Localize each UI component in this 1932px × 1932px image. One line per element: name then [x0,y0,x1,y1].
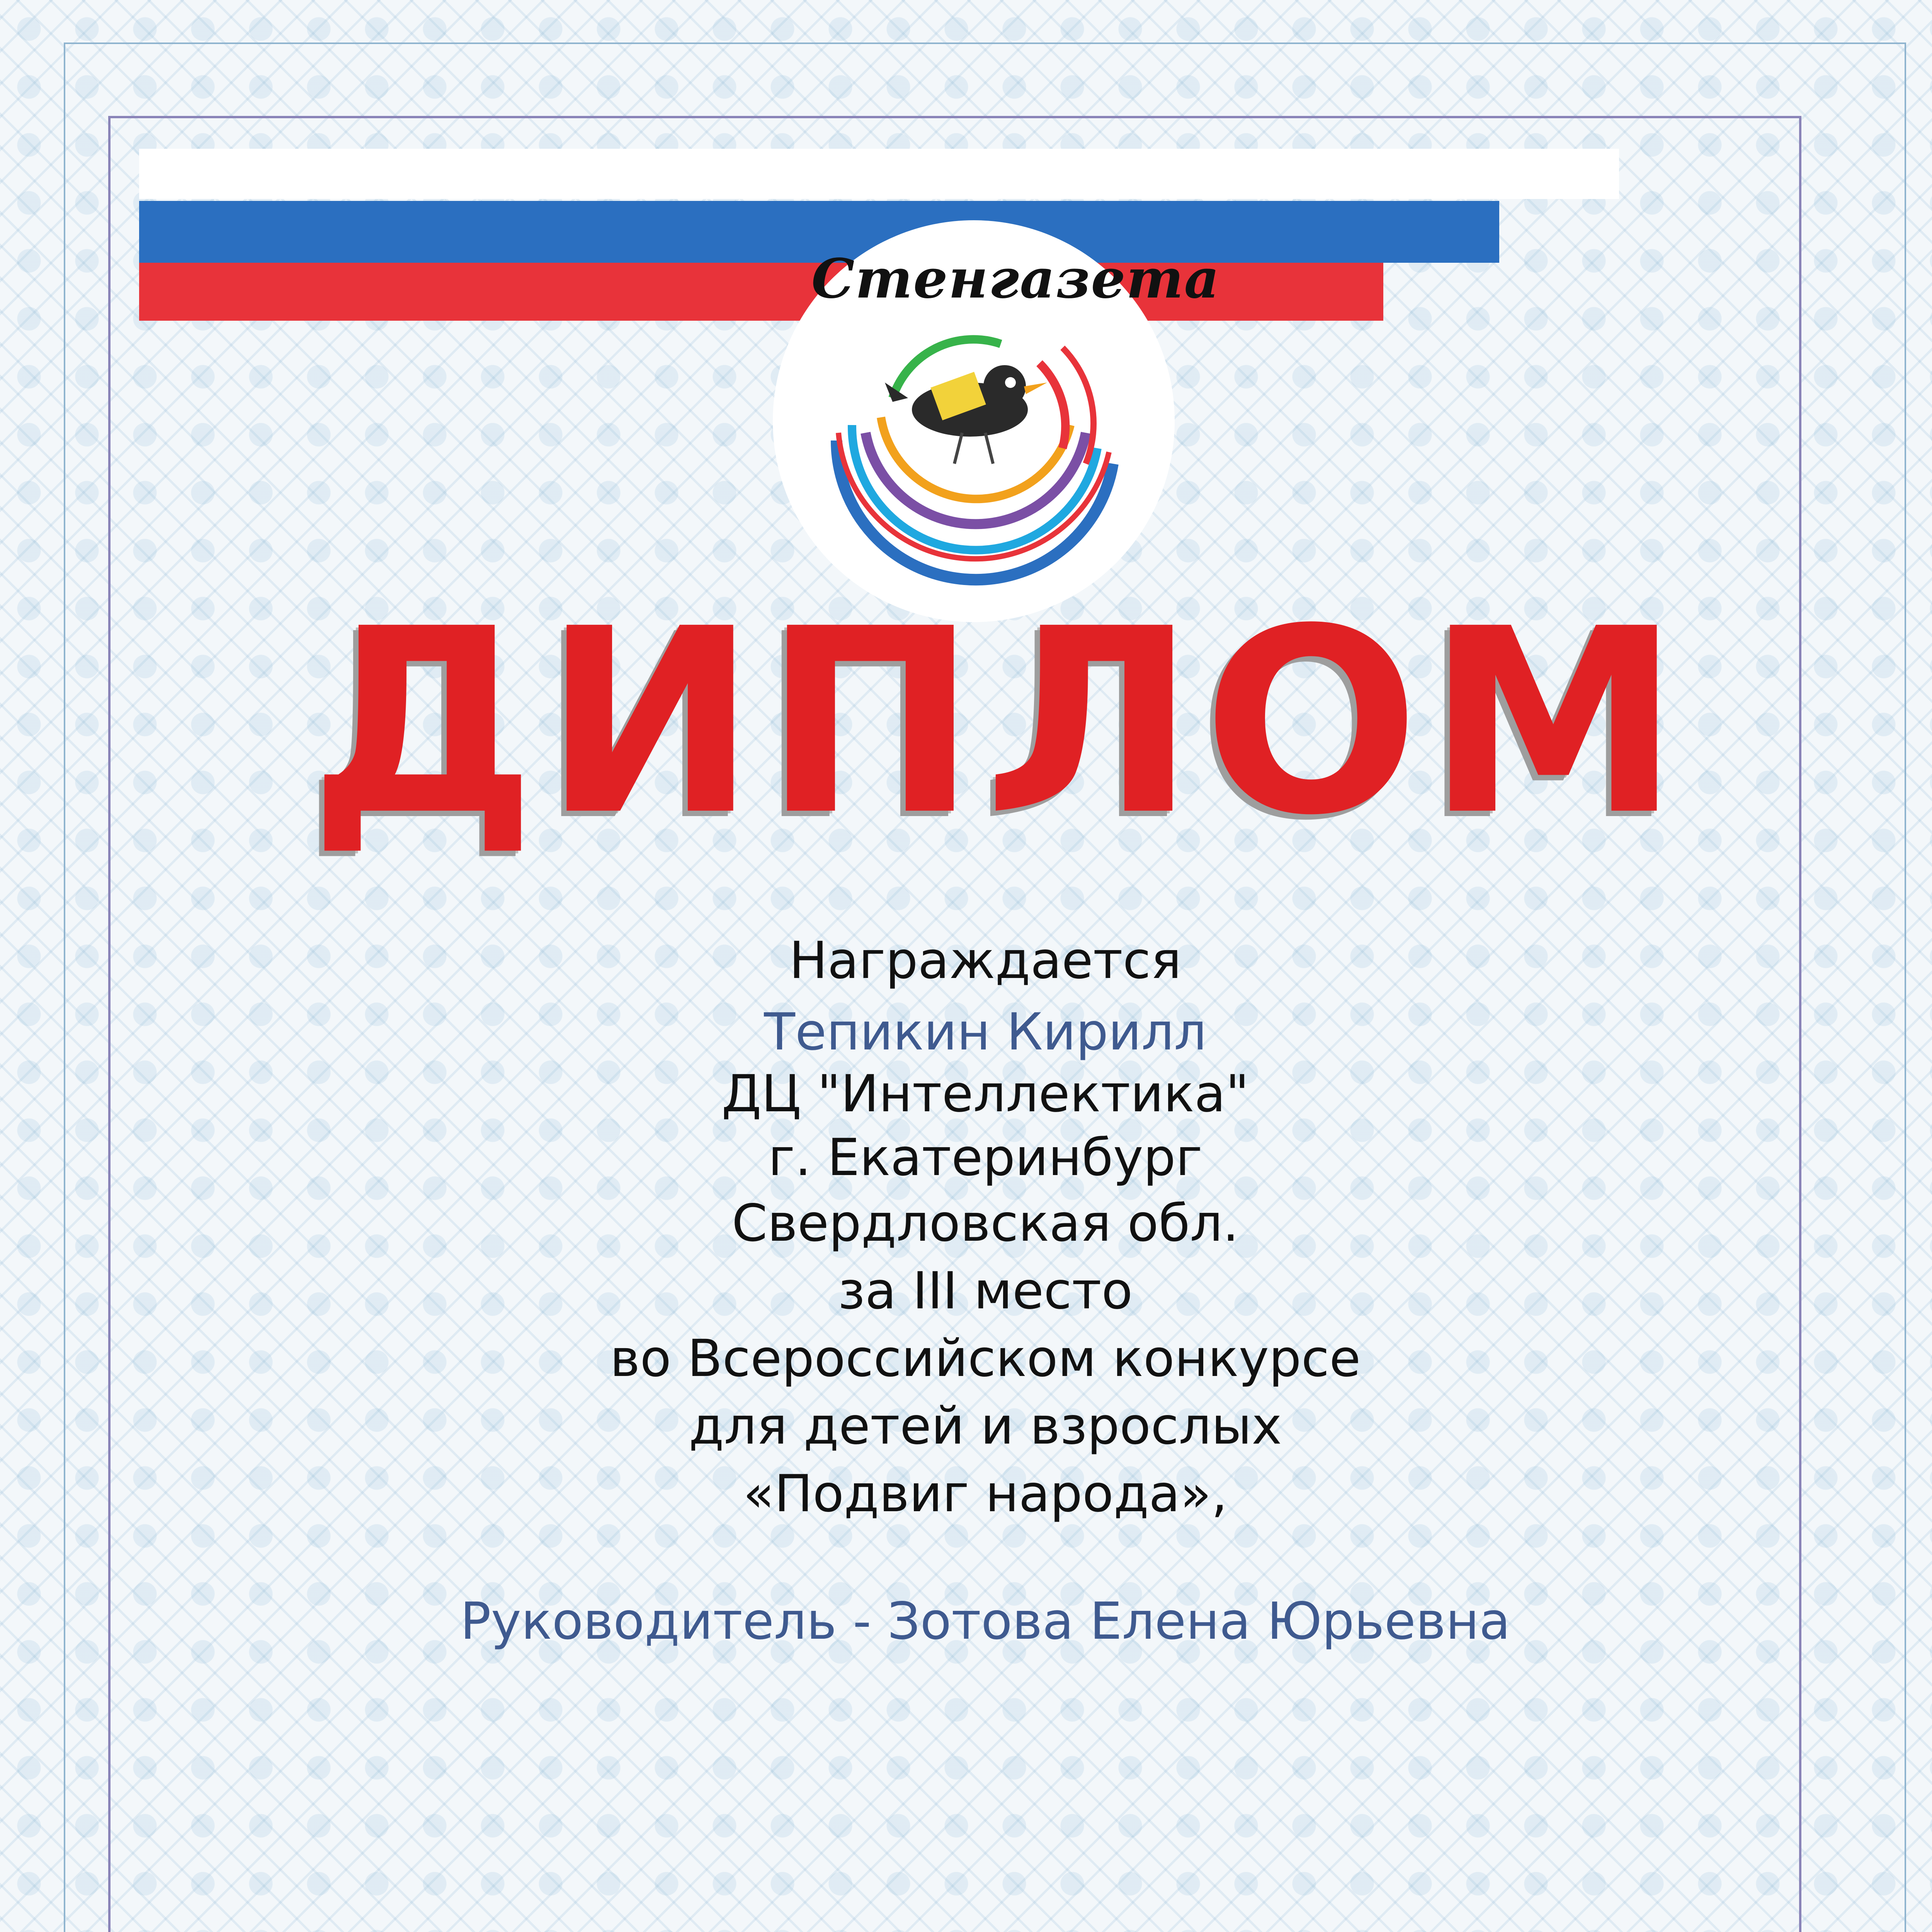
diploma-heading: ДИПЛОМ [309,574,1687,871]
contest: во Всероссийском конкурсе [610,1329,1361,1388]
audience: для детей и взрослых [689,1396,1282,1456]
place: за III место [838,1261,1133,1321]
city: г. Екатеринбург [768,1128,1202,1187]
contest-title: «Подвиг народа», [743,1464,1228,1524]
organization: ДЦ "Интеллектика" [721,1064,1249,1124]
logo-title: Стенгазета [811,247,1220,311]
supervisor: Руководитель - Зотова Елена Юрьевна [460,1592,1510,1651]
awarded-label: Награждается [789,931,1182,990]
recipient-name: Тепикин Кирилл [764,1002,1207,1062]
top-flag-white-stripe [139,149,1619,199]
region: Свердловская обл. [731,1194,1239,1253]
